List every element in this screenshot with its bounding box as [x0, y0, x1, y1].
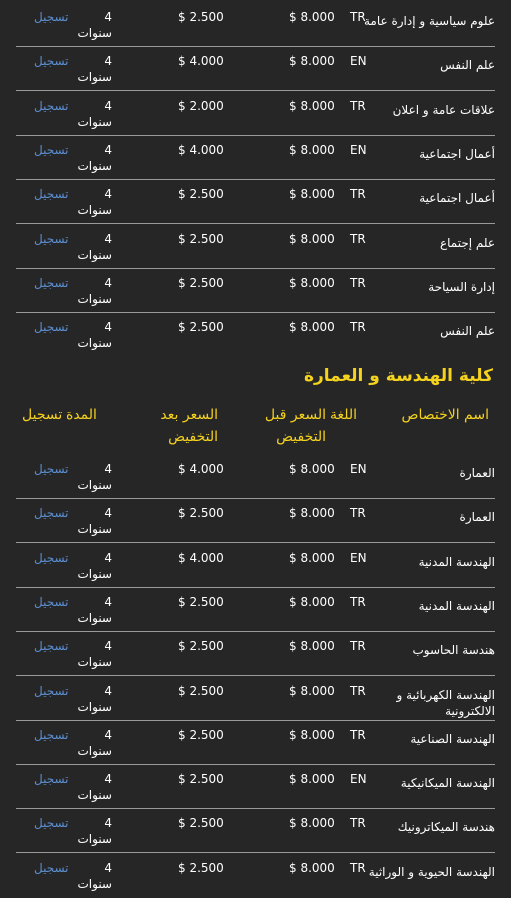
price-after: $ 2.500 [178, 320, 224, 335]
program-duration: 4 سنوات [77, 772, 112, 803]
program-name: الهندسة الكهربائية و الالكترونية [396, 687, 495, 718]
price-before: $ 8.000 [289, 142, 335, 157]
price-after: $ 2.500 [178, 639, 224, 654]
price-after: $ 2.500 [178, 187, 224, 202]
header-price-after: السعر بعد التخفيض [160, 407, 218, 445]
program-duration: 4 سنوات [77, 550, 112, 581]
program-name: علوم سياسية و إدارة عامة [363, 14, 495, 28]
register-link[interactable]: تسجيل [34, 816, 69, 831]
program-duration: 4 سنوات [77, 54, 112, 85]
price-before: $ 8.000 [289, 639, 335, 654]
section-title: كلية الهندسة و العمارة [303, 366, 493, 386]
program-name: الهندسة الصناعية [410, 731, 495, 746]
program-name: إدارة السياحة [428, 279, 495, 294]
program-language: TR [350, 10, 366, 24]
program-duration: 4 سنوات [77, 320, 112, 351]
register-link[interactable]: تسجيل [34, 594, 69, 609]
price-after: $ 2.500 [178, 10, 224, 24]
table-row [16, 180, 495, 224]
register-link[interactable]: تسجيل [34, 231, 69, 246]
register-link[interactable]: تسجيل [34, 187, 69, 202]
header-register: تسجيل [22, 407, 63, 423]
program-name: علاقات عامة و اعلان [392, 102, 495, 117]
price-before: $ 8.000 [289, 683, 335, 698]
register-link[interactable]: تسجيل [34, 506, 69, 521]
program-name: علم النفس [440, 324, 495, 339]
program-language: TR [350, 231, 366, 246]
price-after: $ 4.000 [178, 550, 224, 565]
price-after: $ 4.000 [178, 462, 224, 476]
register-link[interactable]: تسجيل [34, 683, 69, 698]
header-language: اللغة [330, 407, 358, 423]
price-before: $ 8.000 [289, 54, 335, 69]
program-language: TR [350, 275, 366, 290]
price-before: $ 8.000 [289, 187, 335, 202]
program-name: أعمال اجتماعية [419, 191, 495, 206]
price-after: $ 2.500 [178, 275, 224, 290]
price-after: $ 2.500 [178, 594, 224, 609]
price-before: $ 8.000 [289, 550, 335, 565]
price-before: $ 8.000 [289, 816, 335, 831]
program-duration: 4 سنوات [77, 727, 112, 758]
price-before: $ 8.000 [289, 462, 335, 476]
register-link[interactable]: تسجيل [34, 54, 69, 69]
program-language: TR [350, 187, 366, 202]
program-language: TR [350, 320, 366, 335]
table-row [16, 3, 495, 47]
price-after: $ 2.500 [178, 727, 224, 742]
table-row [16, 677, 495, 721]
program-name: هندسة الميكاترونيك [397, 820, 495, 835]
program-language: TR [350, 860, 366, 875]
program-name: الهندسة المدنية [418, 554, 495, 569]
program-language: EN [350, 550, 367, 565]
program-language: EN [350, 142, 367, 157]
price-before: $ 8.000 [289, 860, 335, 875]
price-after: $ 2.500 [178, 816, 224, 831]
price-after: $ 2.500 [178, 772, 224, 787]
program-language: TR [350, 683, 366, 698]
program-duration: 4 سنوات [77, 594, 112, 625]
price-after: $ 2.500 [178, 683, 224, 698]
price-before: $ 8.000 [289, 10, 335, 24]
program-name: علم النفس [440, 58, 495, 73]
table-row [16, 136, 495, 180]
price-before: $ 8.000 [289, 320, 335, 335]
table-row [16, 313, 495, 357]
table-row [16, 499, 495, 543]
program-language: TR [350, 639, 366, 654]
price-before: $ 8.000 [289, 727, 335, 742]
register-link[interactable]: تسجيل [34, 320, 69, 335]
price-before: $ 8.000 [289, 506, 335, 521]
table-row [16, 854, 495, 898]
price-after: $ 4.000 [178, 54, 224, 69]
table-row [16, 721, 495, 765]
program-duration: 4 سنوات [77, 98, 112, 129]
table-row [16, 544, 495, 588]
program-language: TR [350, 816, 366, 831]
program-language: EN [350, 462, 367, 476]
table-row [16, 765, 495, 809]
program-language: EN [350, 54, 367, 69]
program-duration: 4 سنوات [77, 462, 112, 492]
table-row [16, 225, 495, 269]
program-duration: 4 سنوات [77, 187, 112, 218]
program-duration: 4 سنوات [77, 231, 112, 262]
program-name: الهندسة الحيوية و الوراثية [368, 864, 495, 879]
register-link[interactable]: تسجيل [34, 639, 69, 654]
program-language: TR [350, 98, 366, 113]
price-after: $ 2.000 [178, 98, 224, 113]
program-language: TR [350, 727, 366, 742]
program-name: الهندسة الميكانيكية [400, 776, 495, 791]
program-name: هندسة الحاسوب [412, 643, 495, 658]
price-after: $ 2.500 [178, 860, 224, 875]
price-before: $ 8.000 [289, 98, 335, 113]
header-duration: المدة [66, 407, 97, 423]
program-duration: 4 سنوات [77, 142, 112, 173]
program-duration: 4 سنوات [77, 816, 112, 847]
program-name: علم إجتماع [439, 235, 495, 250]
program-name: أعمال اجتماعية [419, 146, 495, 161]
program-language: TR [350, 506, 366, 521]
register-link[interactable]: تسجيل [34, 727, 69, 742]
register-link[interactable]: تسجيل [34, 142, 69, 157]
program-duration: 4 سنوات [77, 860, 112, 891]
program-duration: 4 سنوات [77, 683, 112, 714]
program-name: العمارة [459, 510, 495, 525]
register-link[interactable]: تسجيل [34, 550, 69, 565]
table-row [16, 47, 495, 91]
program-duration: 4 سنوات [77, 10, 112, 40]
table-row [16, 632, 495, 676]
header-name: اسم الاختصاص [401, 407, 489, 423]
program-duration: 4 سنوات [77, 639, 112, 670]
table-row [16, 92, 495, 136]
program-duration: 4 سنوات [77, 275, 112, 306]
table-row [16, 269, 495, 313]
program-name: الهندسة المدنية [418, 598, 495, 613]
price-after: $ 4.000 [178, 142, 224, 157]
table-row [16, 455, 495, 499]
price-before: $ 8.000 [289, 772, 335, 787]
price-before: $ 8.000 [289, 275, 335, 290]
program-language: TR [350, 594, 366, 609]
register-link[interactable]: تسجيل [34, 10, 69, 24]
register-link[interactable]: تسجيل [34, 860, 69, 875]
price-after: $ 2.500 [178, 231, 224, 246]
register-link[interactable]: تسجيل [34, 275, 69, 290]
program-name: العمارة [459, 466, 495, 480]
program-language: EN [350, 772, 367, 787]
price-before: $ 8.000 [289, 594, 335, 609]
price-after: $ 2.500 [178, 506, 224, 521]
table-row [16, 588, 495, 632]
header-price-before: السعر قبل التخفيض [264, 407, 326, 445]
program-duration: 4 سنوات [77, 506, 112, 537]
table-row [16, 809, 495, 853]
register-link[interactable]: تسجيل [34, 462, 69, 476]
register-link[interactable]: تسجيل [34, 98, 69, 113]
register-link[interactable]: تسجيل [34, 772, 69, 787]
price-before: $ 8.000 [289, 231, 335, 246]
